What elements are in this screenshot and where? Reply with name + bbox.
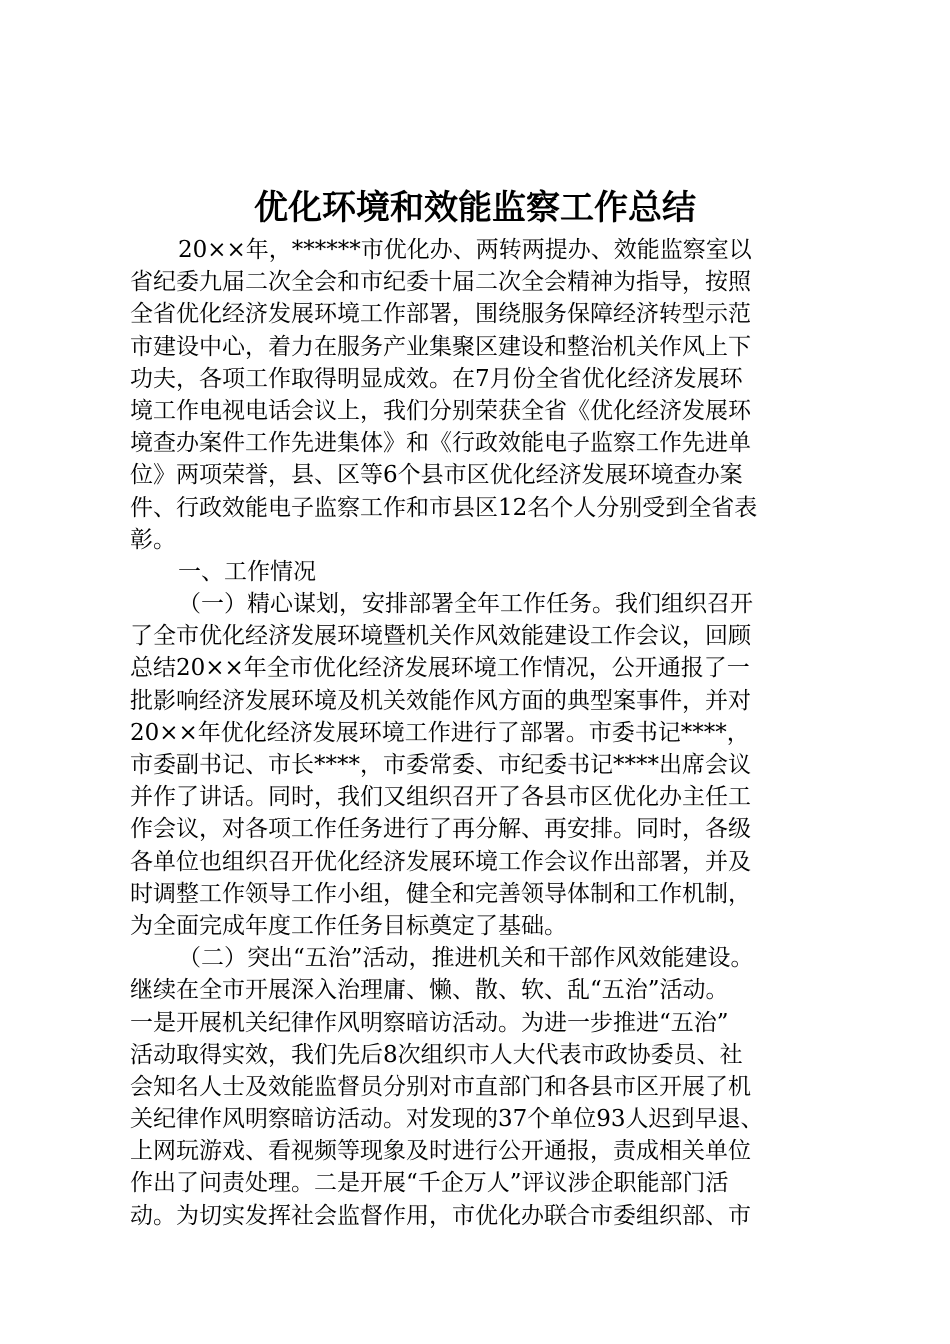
body-line: 省纪委九届二次全会和市纪委十届二次全会精神为指导，按照 bbox=[130, 269, 751, 296]
body-line: 各单位也组织召开优化经济发展环境工作会议作出部署，并及 bbox=[130, 848, 751, 875]
body-line: 批影响经济发展环境及机关效能作风方面的典型案事件，并对 bbox=[130, 687, 751, 714]
body-line: 市委副书记、市长****，市委常委、市纪委书记****出席会议 bbox=[130, 752, 751, 778]
body-line: 境查办案件工作先进集体》和《行政效能电子监察工作先进单 bbox=[130, 430, 751, 457]
body-line: 继续在全市开展深入治理庸、懒、散、软、乱“五治”活动。 bbox=[130, 977, 729, 1004]
body-line: 了全市优化经济发展环境暨机关作风效能建设工作会议，回顾 bbox=[130, 623, 751, 650]
body-line: 动。为切实发挥社会监督作用，市优化办联合市委组织部、市 bbox=[130, 1202, 751, 1229]
body-line: 一是开展机关纪律作风明察暗访活动。为进一步推进“五治” bbox=[130, 1009, 729, 1036]
body-line: 作会议，对各项工作任务进行了再分解、再安排。同时，各级 bbox=[130, 816, 751, 843]
body-line: （一）精心谋划，安排部署全年工作任务。我们组织召开 bbox=[178, 591, 753, 618]
body-line: （二）突出“五治”活动，推进机关和干部作风效能建设。 bbox=[178, 945, 754, 972]
document-body bbox=[130, 234, 830, 1232]
body-line: 总结20××年全市优化经济发展环境工作情况，公开通报了一 bbox=[130, 655, 750, 682]
body-line: 20××年，******市优化办、两转两提办、效能监察室以 bbox=[178, 237, 752, 263]
document-title: 优化环境和效能监察工作总结 bbox=[254, 188, 696, 228]
section-heading: 一、工作情况 bbox=[178, 558, 316, 585]
body-line: 功夫，各项工作取得明显成效。在7月份全省优化经济发展环 bbox=[130, 365, 743, 392]
body-line: 市建设中心，着力在服务产业集聚区建设和整治机关作风上下 bbox=[130, 333, 751, 360]
body-line: 为全面完成年度工作任务目标奠定了基础。 bbox=[130, 912, 567, 939]
body-line: 全省优化经济发展环境工作部署，围绕服务保障经济转型示范 bbox=[130, 301, 751, 328]
body-line: 并作了讲话。同时，我们又组织召开了各县市区优化办主任工 bbox=[130, 784, 751, 811]
body-line: 20××年优化经济发展环境工作进行了部署。市委书记****， bbox=[130, 719, 750, 746]
body-line: 彰。 bbox=[130, 526, 176, 553]
body-line: 件、行政效能电子监察工作和市县区12名个人分别受到全省表 bbox=[130, 494, 758, 521]
body-line: 活动取得实效，我们先后8次组织市人大代表市政协委员、社 bbox=[130, 1041, 743, 1068]
body-line: 上网玩游戏、看视频等现象及时进行公开通报，责成相关单位 bbox=[130, 1138, 751, 1165]
body-line: 会知名人士及效能监督员分别对市直部门和各县市区开展了机 bbox=[130, 1073, 751, 1100]
body-line: 作出了问责处理。二是开展“千企万人”评议涉企职能部门活 bbox=[130, 1170, 729, 1197]
body-line: 时调整工作领导工作小组，健全和完善领导体制和工作机制， bbox=[130, 880, 751, 907]
body-line: 位》两项荣誉，县、区等6个县市区优化经济发展环境查办案 bbox=[130, 462, 743, 489]
body-line: 关纪律作风明察暗访活动。对发现的37个单位93人迟到早退、 bbox=[130, 1106, 764, 1133]
body-line: 境工作电视电话会议上，我们分别荣获全省《优化经济发展环 bbox=[130, 397, 751, 424]
